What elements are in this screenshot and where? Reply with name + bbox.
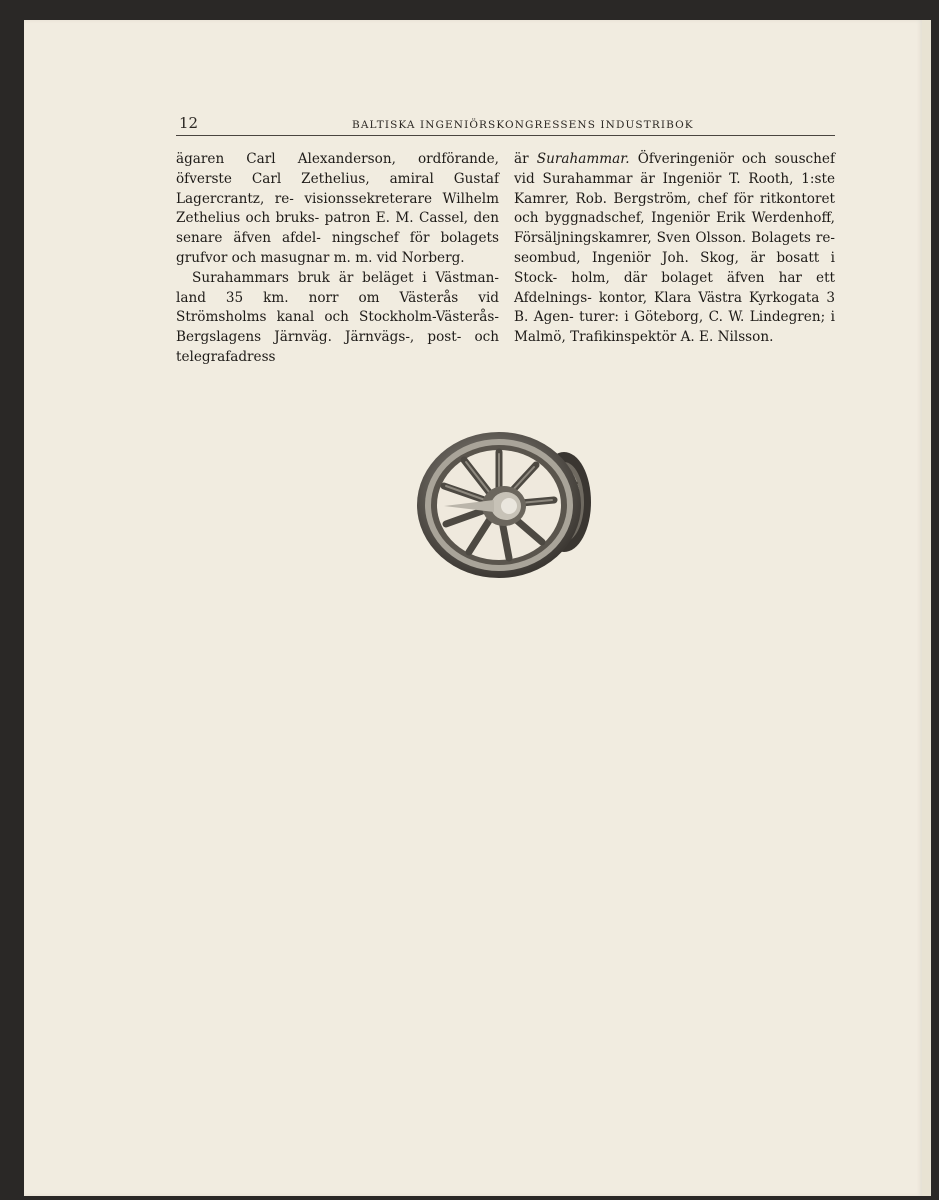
text-line: Järnväg. Järnvägs-, post- och telegrafadress (176, 329, 500, 365)
place-name: Surahammar. (536, 151, 638, 167)
paragraph-3 (514, 150, 835, 348)
left-column (176, 150, 499, 368)
paragraph-2 (176, 269, 499, 368)
text-fragment: Öfveringeniör och souschef (637, 151, 835, 167)
right-column (514, 150, 835, 348)
page-number: 12 (179, 114, 199, 132)
running-title: BALTISKA INGENIÖRSKONGRESSENS INDUSTRIBOK (352, 119, 694, 131)
text-line: kanal och Stockholm-Västerås-Bergslagens (176, 309, 499, 346)
text-line: holm, där bolaget äfven har ett Afdelnings- (514, 269, 835, 306)
header-rule (176, 135, 835, 136)
text-fragment: är (514, 151, 537, 167)
scan-border-bottom (0, 1196, 939, 1200)
wheelset-icon (414, 420, 599, 580)
text-line: land 35 km. norr om Västerås vid Strömsholms (176, 289, 499, 326)
book-page (24, 20, 922, 1196)
text-line: ägaren Carl Alexanderson, ordförande, öfverste (176, 151, 499, 187)
text-line: Carl Zethelius, amiral Gustaf Lagercrantz, re- (176, 170, 499, 207)
text-line: Kamrer, Rob. Bergström, chef för ritkontoret (514, 190, 835, 207)
text-line: kontor, Klara Västra Kyrkogata 3 B. Agen- (514, 289, 836, 326)
text-line: Surahammars bruk är beläget i Västman- (192, 269, 499, 286)
text-line: visionssekreterare Wilhelm Zethelius och bruks- (176, 190, 499, 227)
paragraph-1 (176, 150, 499, 269)
text-line: turer: i Göteborg, C. W. Lindegren; i Malmö, (514, 309, 835, 346)
scan-border-right (931, 0, 939, 1200)
text-line: Trafikinspektör A. E. Nilsson. (570, 329, 774, 346)
text-line: vid Surahammar är Ingeniör T. Rooth, 1:ste (514, 170, 835, 187)
text-line: ningschef för bolagets grufvor och masugnar (176, 230, 499, 266)
text-line: och byggnadschef, Ingeniör Erik Werdenhoff, (514, 210, 835, 227)
text-line: seombud, Ingeniör Joh. Skog, är bosatt i Stock- (514, 249, 835, 286)
scan-border-top (0, 0, 939, 20)
text-line: m. m. vid Norberg. (333, 249, 465, 266)
text-line: patron E. M. Cassel, den senare äfven afdel- (176, 210, 499, 247)
text-line: Försäljningskamrer, Sven Olsson. Bolagets re- (514, 230, 835, 247)
scan-border-left (0, 0, 24, 1200)
